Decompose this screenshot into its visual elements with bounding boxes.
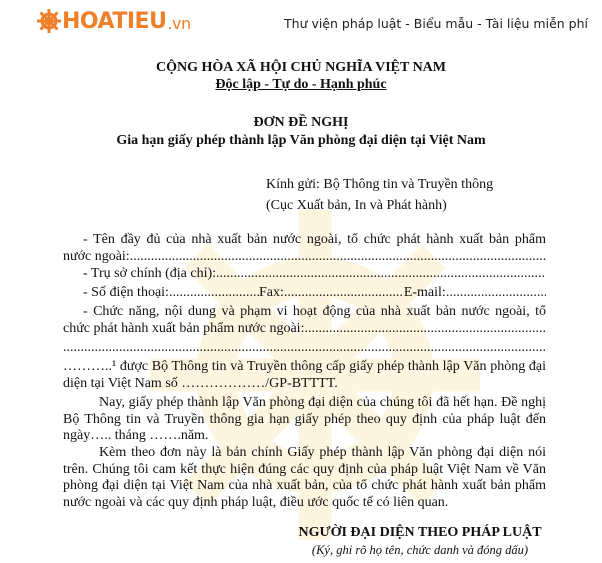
field-name-line1: - Tên đầy đủ của nhà xuất bản nước ngoài, tổ chức phát hành xuất bản phẩm: [83, 232, 546, 247]
site-logo[interactable]: [36, 8, 191, 34]
nation-heading: CỘNG HÒA XÃ HỘI CHỦ NGHĨA VIỆT NAM: [155, 60, 446, 75]
field-func-line2[interactable]: [63, 321, 546, 338]
field-label: nước ngoài:: [63, 249, 130, 264]
signer-note: (Ký, ghi rõ họ tên, chức danh và đóng dấu): [311, 543, 529, 557]
dotted-fill: [169, 285, 259, 302]
para-attach: Kèm theo đơn này là bản chính Giấy phép thành lập Văn phòng đại diện nói trên. Chúng tôi cam kết thực hiện đúng các quy định của pháp luật Việt Nam về Văn phòng đại diện tại Việt Nam của nhà xuất bản, của tổ chức phát hành xuất bản phẩm nước ngoài và các quy định pháp luật, điều ước quốc tế có liên quan.: [63, 445, 546, 510]
dotted-fill: [216, 266, 546, 283]
para-request: Nay, giấy phép thành lập Văn phòng đại diện của chúng tôi đã hết hạn. Đề nghị Bộ Thông tin và Truyền thông gia hạn giấy phép theo quy định của pháp luật đến ngày….. tháng …….năm.: [63, 395, 546, 443]
site-header: [0, 0, 602, 44]
logo-suffix: .vn: [167, 14, 191, 33]
logo-text: HOATIEU: [62, 8, 167, 34]
para-license: ………..¹ được Bộ Thông tin và Truyền thông cấp giấy phép thành lập Văn phòng đại diện tại Việt Nam số ………………/GP-BTTTT.: [63, 359, 546, 391]
field-hq[interactable]: [63, 266, 546, 283]
doc-subtitle: Gia hạn giấy phép thành lập Văn phòng đại diện tại Việt Nam: [116, 133, 486, 148]
dotted-fill: [446, 285, 546, 302]
motto: [0, 77, 602, 94]
field-func-line3[interactable]: [63, 340, 546, 357]
field-name-line2[interactable]: [63, 249, 546, 266]
phone-label: - Số điện thoại:: [83, 285, 169, 300]
recipient: Kính gửi: Bộ Thông tin và Truyền thông: [266, 177, 494, 192]
recipient-sub: (Cục Xuất bản, In và Phát hành): [266, 198, 447, 213]
field-label: - Trụ sở chính (địa chỉ):: [83, 266, 217, 281]
email-label: E-mail:: [403, 285, 446, 300]
ship-wheel-icon: [36, 8, 62, 34]
dotted-fill: [63, 340, 546, 357]
fax-label: Fax:: [258, 285, 284, 300]
field-contact[interactable]: [63, 285, 546, 302]
field-func-line1: - Chức năng, nội dung và phạm vi hoạt động của nhà xuất bản nước ngoài, tổ: [83, 304, 546, 319]
site-tagline: Thư viện pháp luật - Biểu mẫu - Tài liệu miễn phí: [284, 16, 588, 31]
motto-text: Độc lập - Tự do - Hạnh phúc: [215, 77, 387, 92]
doc-title: ĐƠN ĐỀ NGHỊ: [253, 115, 349, 130]
dotted-fill: [304, 321, 546, 338]
signer-title: NGƯỜI ĐẠI DIỆN THEO PHÁP LUẬT: [298, 525, 542, 540]
dotted-fill: [130, 249, 546, 266]
field-label: chức phát hành xuất bản phẩm nước ngoài:: [63, 321, 305, 336]
dotted-fill: [284, 285, 404, 302]
